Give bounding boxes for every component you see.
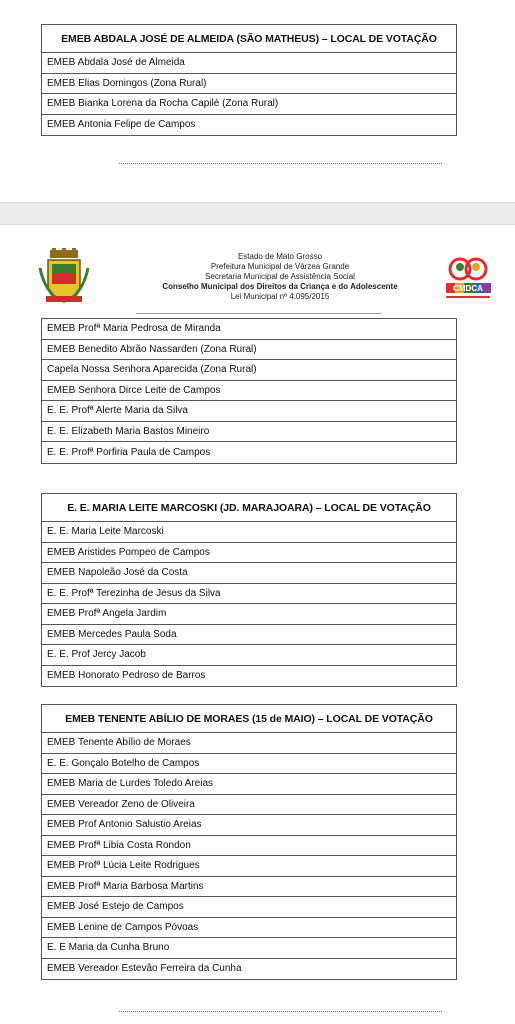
letterhead-lei: Lei Municipal nº 4.095/2015	[230, 292, 330, 301]
table-row: E. E. Profª Porfiria Paula de Campos	[47, 446, 211, 458]
polling-table-continued	[41, 318, 457, 464]
signature-line	[119, 163, 442, 164]
table-row: EMEB Honorato Pedroso de Barros	[47, 670, 206, 682]
letterhead-text	[100, 252, 460, 302]
letterhead-state: Estado de Mato Grosso	[237, 252, 323, 261]
table-row: EMEB Prof Antonio Salustio Areias	[42, 815, 456, 836]
table-header: EMEB TENENTE ABÍLIO DE MORAES (15 de MAIO) – LOCAL DE VOTAÇÃO	[42, 705, 456, 733]
table-row: E. E. Profª Alerte Maria da Silva	[42, 401, 456, 422]
table-row: EMEB Aristides Pompeo de Campos	[42, 543, 456, 564]
table-row: EMEB Antonia Felipe de Campos	[47, 119, 196, 131]
table-row: EMEB Napoleão José da Costa	[42, 563, 456, 584]
table-row: E. E. Profª Terezinha de Jesus da Silva	[42, 584, 456, 605]
municipal-coat-of-arms-icon	[38, 248, 90, 306]
table-row: EMEB Vereador Zeno de Oliveira	[42, 795, 456, 816]
table-row: E. E. Elizabeth Maria Bastos Mineiro	[42, 422, 456, 443]
table-row: EMEB Lenine de Campos Póvoas	[42, 918, 456, 939]
table-row: Capela Nossa Senhora Aparecida (Zona Rural)	[42, 360, 456, 381]
page-separator	[0, 202, 515, 225]
table-row: EMEB Maria de Lurdes Toledo Areias	[42, 774, 456, 795]
table-row: EMEB Mercedes Paula Soda	[42, 625, 456, 646]
table-row: EMEB Profª Libia Costa Rondon	[42, 836, 456, 857]
letterhead-conselho: Conselho Municipal dos Direitos da Criança e do Adolescente	[162, 282, 398, 291]
table-row: EMEB Benedito Abrão Nassarden (Zona Rural)	[42, 340, 456, 361]
letterhead-rule	[136, 313, 381, 314]
table-row: EMEB Profª Maria Barbosa Martins	[42, 877, 456, 898]
signature-line	[119, 1011, 442, 1012]
table-header: EMEB ABDALA JOSÉ DE ALMEIDA (SÃO MATHEUS) – LOCAL DE VOTAÇÃO	[42, 25, 456, 53]
table-row: EMEB Vereador Estevão Ferreira da Cunha	[47, 963, 242, 975]
table-row: EMEB Profª Angela Jardim	[42, 604, 456, 625]
table-row: EMEB Profª Maria Pedrosa de Miranda	[42, 319, 456, 340]
table-row: E. E Maria da Cunha Bruno	[42, 938, 456, 959]
table-row: EMEB Bianka Lorena da Rocha Capilé (Zona Rural)	[42, 94, 456, 115]
table-row: EMEB Tenente Abílio de Moraes	[42, 733, 456, 754]
table-row: E. E. Gonçalo Botelho de Campos	[42, 754, 456, 775]
polling-table-marcoski	[41, 493, 457, 687]
letterhead-secretaria: Secretaria Municipal de Assistência Social	[205, 272, 355, 281]
table-row: EMEB Profª Lúcia Leite Rodrigues	[42, 856, 456, 877]
polling-table-abdala	[41, 24, 457, 136]
polling-table-tenente-abilio	[41, 704, 457, 980]
cmdca-logo-text: CMDCA	[453, 284, 483, 293]
cmdca-logo-icon	[442, 255, 494, 305]
table-row: EMEB José Estejo de Campos	[42, 897, 456, 918]
table-row: EMEB Senhora Dirce Leite de Campos	[42, 381, 456, 402]
table-row: EMEB Elias Domingos (Zona Rural)	[42, 74, 456, 95]
letterhead	[0, 245, 515, 317]
table-header: E. E. MARIA LEITE MARCOSKI (JD. MARAJOARA) – LOCAL DE VOTAÇÃO	[42, 494, 456, 522]
table-row: E. E. Prof Jercy Jacob	[42, 645, 456, 666]
letterhead-prefeitura: Prefeitura Municipal de Várzea Grande	[210, 262, 350, 271]
table-row: EMEB Abdala José de Almeida	[42, 53, 456, 74]
table-row: E. E. Maria Leite Marcoski	[42, 522, 456, 543]
